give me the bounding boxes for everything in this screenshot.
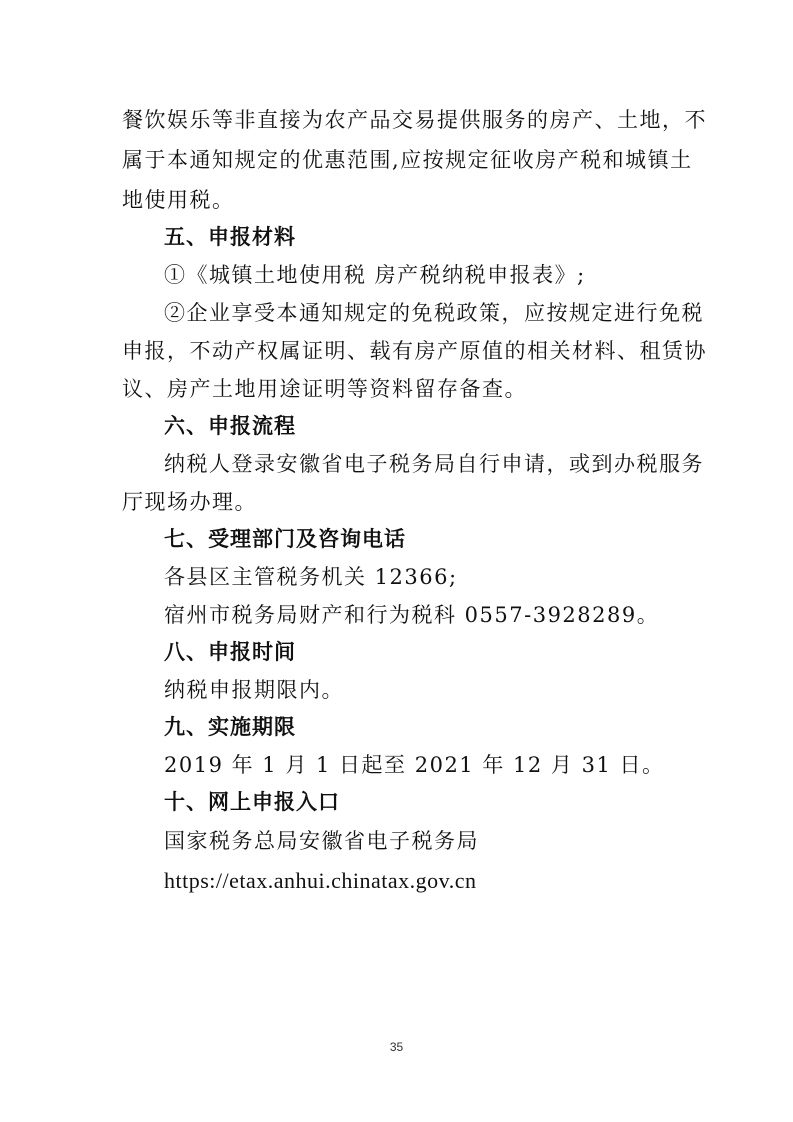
paragraph-line: 属于本通知规定的优惠范围,应按规定征收房产税和城镇土 bbox=[122, 148, 693, 172]
page-number: 35 bbox=[389, 1040, 404, 1054]
section-heading: 八、申报时间 bbox=[164, 640, 296, 664]
paragraph-line: ②企业享受本通知规定的免税政策，应按规定进行免税 bbox=[164, 301, 704, 325]
section-heading: 九、实施期限 bbox=[164, 715, 296, 739]
paragraph-line: 2019 年 1 月 1 日起至 2021 年 12 月 31 日。 bbox=[164, 753, 665, 777]
contact-line: 宿州市税务局财产和行为税科 0557-3928289。 bbox=[164, 603, 660, 627]
paragraph-line: 申报，不动产权属证明、载有房产原值的相关材料、租赁协 bbox=[122, 339, 707, 363]
paragraph-line: 餐饮娱乐等非直接为农产品交易提供服务的房产、土地，不 bbox=[122, 108, 707, 132]
section-heading: 五、申报材料 bbox=[164, 225, 296, 249]
section-heading: 十、网上申报入口 bbox=[164, 790, 340, 814]
list-item: ①《城镇土地使用税 房产税纳税申报表》; bbox=[164, 263, 586, 287]
etax-url: https://etax.anhui.chinatax.gov.cn bbox=[164, 868, 477, 893]
paragraph-line: 纳税申报期限内。 bbox=[164, 678, 344, 702]
section-heading: 六、申报流程 bbox=[164, 414, 296, 438]
paragraph-line: 国家税务总局安徽省电子税务局 bbox=[164, 829, 479, 853]
paragraph-line: 厅现场办理。 bbox=[122, 490, 257, 514]
section-heading: 七、受理部门及咨询电话 bbox=[164, 527, 406, 551]
contact-line: 各县区主管税务机关 12366; bbox=[164, 565, 458, 589]
paragraph-line: 议、房产土地用途证明等资料留存备查。 bbox=[122, 377, 527, 401]
paragraph-line: 地使用税。 bbox=[122, 188, 235, 212]
paragraph-line: 纳税人登录安徽省电子税务局自行申请，或到办税服务 bbox=[164, 452, 704, 476]
